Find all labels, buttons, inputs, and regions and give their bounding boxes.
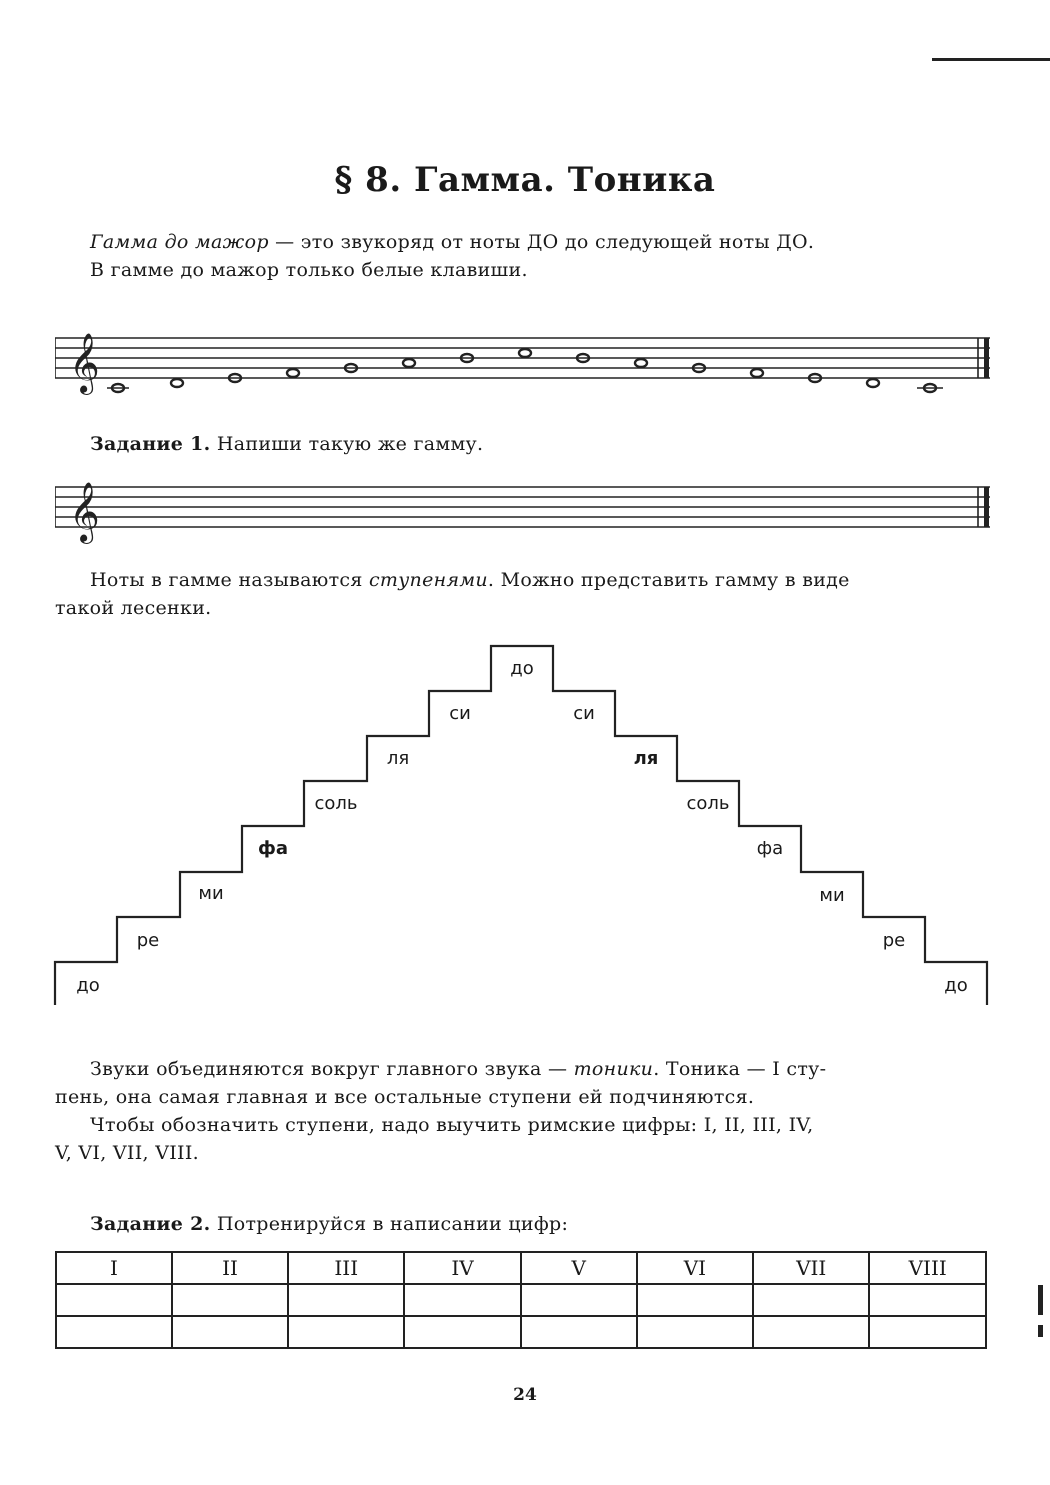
page-title: § 8. Гамма. Тоника [334, 160, 716, 200]
scale-staff [55, 318, 995, 403]
tonic-line3: Чтобы обозначить ступени, надо выучить римские цифры: I, II, III, IV, [90, 1114, 814, 1136]
top-rule [932, 58, 1050, 61]
steps-part1: Ноты в гамме называются [90, 569, 369, 591]
practice-cell[interactable] [288, 1316, 404, 1348]
practice-cell[interactable] [172, 1284, 288, 1316]
tonic-part1: Звуки объединяются вокруг главного звука — [90, 1058, 574, 1080]
tonic-part2: . Тоника — I сту- [653, 1058, 827, 1080]
stair-label: ля [633, 748, 659, 769]
stair-label: до [76, 975, 100, 996]
intro-paragraph: Гамма до мажор — это звукоряд от ноты ДО до следующей ноты ДО. В гамме до мажор только белые клавиши. [90, 228, 990, 284]
final-barline-icon [984, 487, 989, 527]
practice-row [56, 1284, 986, 1316]
margin-mark [1038, 1285, 1043, 1315]
task1 [90, 430, 990, 458]
steps-line2: такой лесенки. [55, 597, 212, 619]
stair-label: ре [136, 930, 160, 951]
whole-note-icon [107, 349, 943, 392]
practice-cell[interactable] [288, 1284, 404, 1316]
staircase [0, 640, 1050, 1010]
steps-part2: . Можно представить гамму в виде [487, 569, 850, 591]
task2-label: Задание 2. [90, 1213, 211, 1235]
stair-label: до [510, 658, 534, 679]
stair-label: ля [386, 748, 410, 769]
empty-staff[interactable] [55, 467, 995, 547]
treble-clef-icon: 𝄞 [69, 333, 100, 393]
practice-cell[interactable] [869, 1284, 986, 1316]
intro-line1: это звукоряд от ноты ДО до следующей ноты ДО. [300, 231, 815, 253]
task1-text: Напиши такую же гамму. [216, 433, 484, 455]
stair-label: ми [198, 883, 224, 904]
stair-label: соль [314, 793, 358, 814]
stair-label: фа [756, 838, 784, 859]
practice-cell[interactable] [753, 1316, 869, 1348]
numeral-cell: I [56, 1252, 172, 1284]
intro-term: Гамма до мажор [90, 231, 269, 253]
numerals-header-row [56, 1252, 986, 1284]
margin-mark [1038, 1325, 1043, 1337]
practice-cell[interactable] [56, 1284, 172, 1316]
practice-cell[interactable] [637, 1284, 753, 1316]
stair-label: ми [819, 885, 845, 906]
practice-cell[interactable] [521, 1284, 637, 1316]
practice-row [56, 1316, 986, 1348]
intro-line2: В гамме до мажор только белые клавиши. [90, 259, 528, 281]
page-number: 24 [513, 1385, 537, 1405]
numeral-cell: III [288, 1252, 404, 1284]
numeral-cell: VIII [869, 1252, 986, 1284]
numeral-cell: VII [753, 1252, 869, 1284]
stair-label: си [449, 703, 471, 724]
stair-label: соль [686, 793, 730, 814]
treble-clef-icon: 𝄞 [69, 482, 100, 542]
numeral-cell: VI [637, 1252, 753, 1284]
tonic-line4: V, VI, VII, VIII. [55, 1142, 199, 1164]
numeral-cell: IV [404, 1252, 520, 1284]
stair-label: до [944, 975, 968, 996]
practice-cell[interactable] [521, 1316, 637, 1348]
practice-cell[interactable] [56, 1316, 172, 1348]
task2 [90, 1210, 990, 1238]
numerals-table [55, 1251, 987, 1349]
tonic-line2: пень, она самая главная и все остальные ступени ей подчиняются. [55, 1086, 755, 1108]
numeral-cell: II [172, 1252, 288, 1284]
steps-term: ступенями [368, 569, 488, 591]
steps-paragraph [55, 566, 995, 622]
task2-text: Потренируйся в написании цифр: [216, 1213, 569, 1235]
practice-cell[interactable] [172, 1316, 288, 1348]
stair-label: си [573, 703, 595, 724]
practice-cell[interactable] [637, 1316, 753, 1348]
tonic-term: тоники [573, 1058, 654, 1080]
practice-cell[interactable] [753, 1284, 869, 1316]
practice-cell[interactable] [404, 1316, 520, 1348]
task1-label: Задание 1. [90, 433, 211, 455]
stair-label: ре [882, 930, 906, 951]
practice-cell[interactable] [404, 1284, 520, 1316]
stair-label: фа [257, 838, 289, 859]
tonic-paragraph [55, 1055, 990, 1167]
practice-cell[interactable] [869, 1316, 986, 1348]
numeral-cell: V [521, 1252, 637, 1284]
